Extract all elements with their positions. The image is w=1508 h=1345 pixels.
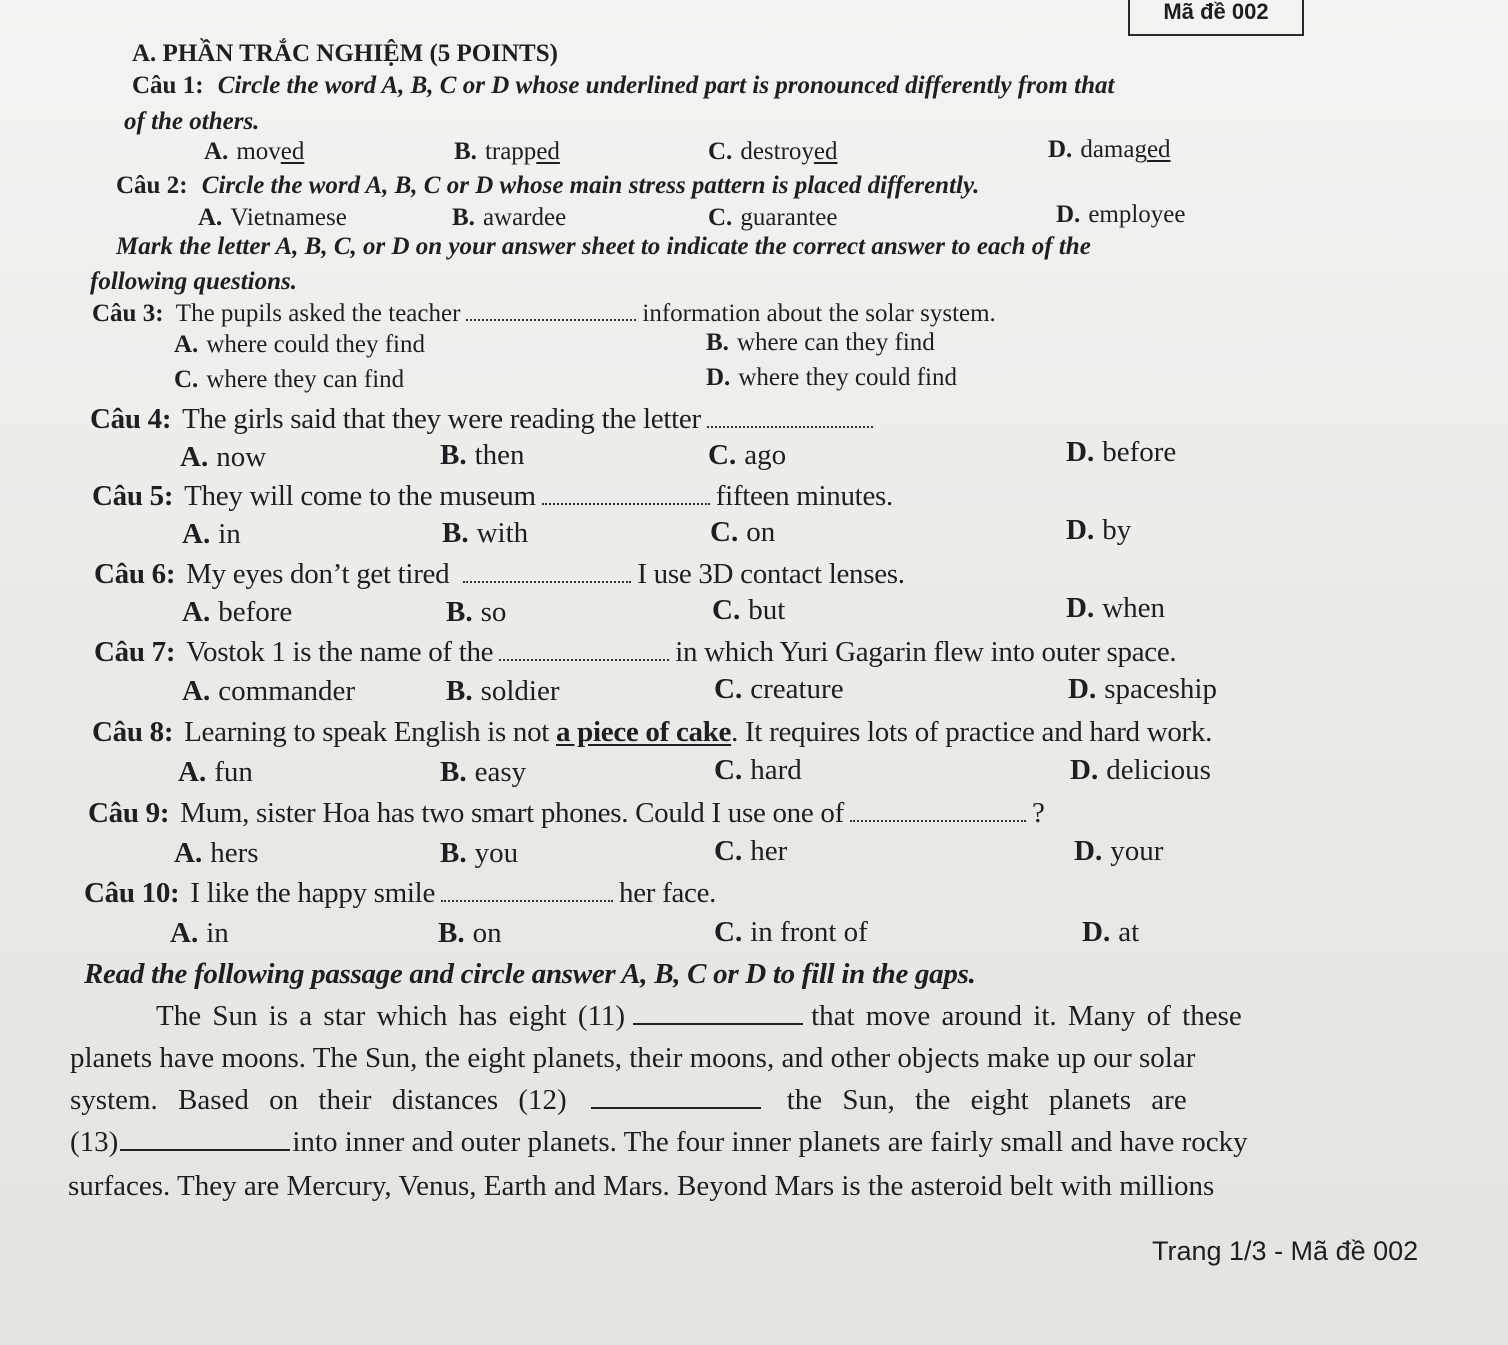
q7-option-d[interactable] [1068, 673, 1217, 706]
option-letter: A. [182, 518, 211, 550]
option-text: before [218, 596, 293, 628]
option-letter: D. [1056, 201, 1081, 228]
option-text: where they could find [738, 364, 957, 391]
q3-label: Câu 3: [92, 300, 164, 327]
option-text: soldier [480, 675, 560, 707]
option-letter: B. [440, 756, 467, 788]
option-text: now [216, 441, 267, 473]
reading-instruction: Read the following passage and circle answer A, B, C or D to fill in the gaps. [84, 958, 976, 990]
q4-stem [90, 403, 879, 436]
option-text: hers [210, 837, 259, 869]
q2-prompt [116, 172, 979, 200]
gap-11[interactable] [633, 1022, 803, 1025]
option-letter: B. [706, 329, 729, 356]
q10-option-b[interactable] [438, 917, 502, 950]
option-text: your [1110, 835, 1164, 867]
option-letter: B. [454, 138, 477, 165]
option-letter: C. [708, 439, 737, 471]
q8-option-d[interactable] [1070, 754, 1211, 787]
option-letter: A. [180, 441, 209, 473]
option-text: on [746, 516, 776, 548]
option-text: fun [214, 756, 253, 788]
q2-option-b[interactable] [452, 204, 566, 232]
q7-before: Vostok 1 is the name of the [186, 636, 494, 668]
q8-stem [92, 716, 1212, 749]
q5-after: fifteen minutes. [715, 480, 893, 512]
q10-blank[interactable] [441, 899, 613, 902]
option-letter: B. [452, 204, 475, 231]
q3-option-a[interactable] [174, 331, 425, 359]
option-text: awardee [482, 204, 567, 231]
option-letter: D. [1068, 673, 1097, 705]
option-letter: D. [1082, 916, 1111, 948]
option-letter: D. [1070, 754, 1099, 786]
q9-blank[interactable] [850, 819, 1026, 822]
q7-option-a[interactable] [182, 675, 355, 708]
option-letter: B. [446, 596, 473, 628]
q3-before: The pupils asked the teacher [175, 300, 461, 327]
passage-text: (13) [70, 1126, 119, 1158]
option-stem: destroy [740, 138, 814, 165]
option-text: before [1102, 436, 1177, 468]
q1-option-a[interactable] [204, 138, 304, 166]
option-text: where they can find [206, 366, 405, 393]
q2-text: Circle the word A, B, C or D whose main stress pattern is placed differently. [201, 172, 980, 199]
q10-option-c[interactable] [714, 916, 868, 949]
q2-option-a[interactable] [198, 204, 347, 232]
q8-label: Câu 8: [92, 716, 174, 748]
q3-stem [92, 300, 996, 328]
passage-line-5: surfaces. They are Mercury, Venus, Earth and Mars. Beyond Mars is the asteroid belt with millions [68, 1170, 1215, 1202]
option-text: in [206, 917, 229, 949]
q1-option-d[interactable] [1048, 136, 1171, 164]
option-underlined: ed [813, 138, 838, 165]
q8-option-a[interactable] [178, 756, 253, 789]
option-text: employee [1088, 201, 1186, 228]
q7-option-c[interactable] [714, 673, 844, 706]
q9-option-a[interactable] [174, 837, 259, 870]
option-letter: D. [1066, 514, 1095, 546]
q5-option-c[interactable] [710, 516, 775, 549]
option-letter: C. [710, 516, 739, 548]
q8-idiom: a piece of cake [556, 716, 732, 748]
gap-12[interactable] [591, 1106, 761, 1109]
passage-text: into inner and outer planets. The four inner planets are fairly small and have rocky [292, 1126, 1248, 1158]
q5-stem [92, 480, 893, 513]
option-letter: A. [198, 204, 223, 231]
q6-label: Câu 6: [94, 558, 176, 590]
option-letter: A. [182, 596, 211, 628]
q4-option-d[interactable] [1066, 436, 1176, 469]
option-letter: D. [1048, 136, 1073, 163]
q5-label: Câu 5: [92, 480, 174, 512]
q7-after: in which Yuri Gagarin flew into outer space. [675, 636, 1177, 668]
option-letter: A. [178, 756, 207, 788]
exam-code: Mã đề 002 [1163, 0, 1269, 24]
option-text: Vietnamese [230, 204, 347, 231]
q9-option-c[interactable] [714, 835, 787, 868]
passage-text: that move around it. Many of these [811, 1000, 1242, 1032]
q8-option-c[interactable] [714, 754, 802, 787]
q9-label: Câu 9: [88, 797, 170, 829]
q2-option-d[interactable] [1056, 201, 1186, 229]
q5-before: They will come to the museum [184, 480, 536, 512]
q10-stem [84, 877, 716, 910]
q2-label: Câu 2: [116, 172, 188, 199]
q9-before: Mum, sister Hoa has two smart phones. Could I use one of [180, 797, 844, 829]
q3-option-c[interactable] [174, 366, 404, 394]
q6-before: My eyes don’t get tired [186, 558, 450, 590]
gap-13[interactable] [120, 1148, 290, 1151]
option-underlined: ed [280, 138, 305, 165]
option-text: delicious [1106, 754, 1211, 786]
option-text: where could they find [206, 331, 425, 358]
q1-option-c[interactable] [708, 138, 838, 166]
q5-option-b[interactable] [442, 517, 528, 550]
q3-option-d[interactable] [706, 364, 957, 392]
passage-text: the Sun, the eight planets are [786, 1084, 1187, 1116]
q8-before: Learning to speak English is not [184, 716, 550, 748]
option-stem: trapp [484, 138, 537, 165]
option-letter: D. [1066, 436, 1095, 468]
q3-option-b[interactable] [706, 329, 935, 357]
q7-stem [94, 636, 1176, 669]
option-letter: C. [714, 673, 743, 705]
option-stem: damag [1080, 136, 1147, 163]
option-letter: A. [174, 837, 203, 869]
q3-blank[interactable] [466, 318, 636, 321]
passage-line-1 [156, 1000, 1242, 1033]
q9-stem [88, 797, 1045, 830]
q5-option-a[interactable] [182, 518, 241, 551]
q6-blank[interactable] [463, 580, 631, 583]
q7-label: Câu 7: [94, 636, 176, 668]
passage-line-2: planets have moons. The Sun, the eight planets, their moons, and other objects make up our solar [70, 1042, 1196, 1074]
option-letter: D. [706, 364, 731, 391]
option-underlined: ed [1146, 136, 1171, 163]
q6-option-a[interactable] [182, 596, 292, 629]
option-letter: B. [440, 439, 467, 471]
q6-after: I use 3D contact lenses. [637, 558, 905, 590]
option-text: spaceship [1104, 673, 1217, 705]
q2-option-c[interactable] [708, 204, 837, 232]
q6-stem [94, 558, 905, 591]
option-underlined: ed [536, 138, 560, 165]
option-letter: D. [1074, 835, 1103, 867]
option-text: where can they find [736, 329, 935, 356]
option-letter: B. [438, 917, 465, 949]
q5-option-d[interactable] [1066, 514, 1131, 547]
option-text: when [1102, 592, 1166, 624]
passage-line-4 [70, 1126, 1248, 1159]
option-letter: A. [182, 675, 211, 707]
q7-option-b[interactable] [446, 675, 560, 708]
q7-blank[interactable] [499, 658, 669, 661]
q4-before: The girls said that they were reading the letter [182, 403, 701, 435]
option-letter: C. [714, 916, 743, 948]
option-letter: C. [714, 754, 743, 786]
passage-text: The Sun is a star which has eight (11) [156, 1000, 626, 1032]
option-text: ago [744, 439, 787, 471]
mark-instruction-line1: Mark the letter A, B, C, or D on your answer sheet to indicate the correct answer to each of the [116, 233, 1091, 260]
option-text: at [1118, 916, 1140, 948]
section-a-title: A. PHẦN TRẮC NGHIỆM (5 POINTS) [132, 40, 558, 67]
option-letter: B. [442, 517, 469, 549]
q1-prompt [132, 72, 1114, 100]
q9-option-d[interactable] [1074, 835, 1163, 868]
option-text: by [1102, 514, 1132, 546]
option-letter: C. [708, 138, 733, 165]
q4-option-c[interactable] [708, 439, 786, 472]
option-text: on [472, 917, 502, 949]
option-stem: mov [236, 138, 281, 165]
option-text: with [476, 517, 529, 549]
page-footer: Trang 1/3 - Mã đề 002 [1152, 1236, 1419, 1266]
q4-blank[interactable] [707, 425, 873, 428]
option-letter: A. [174, 331, 199, 358]
option-text: then [474, 439, 525, 471]
option-letter: C. [708, 204, 733, 231]
q4-option-a[interactable] [180, 441, 266, 474]
option-letter: D. [1066, 592, 1095, 624]
q10-option-d[interactable] [1082, 916, 1139, 949]
q1-option-b[interactable] [454, 138, 560, 166]
option-text: creature [750, 673, 844, 705]
option-letter: C. [714, 835, 743, 867]
q1-text-line1: Circle the word A, B, C or D whose underlined part is pronounced differently from that [217, 72, 1115, 99]
q4-option-b[interactable] [440, 439, 525, 472]
option-text: guarantee [740, 204, 838, 231]
option-text: easy [474, 756, 527, 788]
q6-option-c[interactable] [712, 594, 785, 627]
q8-after: . It requires lots of practice and hard work. [731, 716, 1213, 748]
q1-label: Câu 1: [132, 72, 204, 99]
option-letter: C. [712, 594, 741, 626]
q10-label: Câu 10: [84, 877, 180, 909]
option-text: in front of [750, 916, 868, 948]
q3-after: information about the solar system. [642, 300, 996, 327]
passage-line-3 [70, 1084, 1187, 1117]
option-text: you [474, 837, 519, 869]
q10-after: her face. [619, 877, 717, 909]
q6-option-d[interactable] [1066, 592, 1165, 625]
option-letter: C. [174, 366, 199, 393]
q8-option-b[interactable] [440, 756, 526, 789]
option-text: hard [750, 754, 802, 786]
option-text: in [218, 518, 241, 550]
q5-blank[interactable] [542, 502, 710, 505]
q6-option-b[interactable] [446, 596, 506, 629]
passage-text: system. Based on their distances (12) [70, 1084, 567, 1116]
q10-before: I like the happy smile [190, 877, 436, 909]
option-text: commander [218, 675, 356, 707]
mark-instruction-line2: following questions. [90, 268, 297, 295]
option-letter: B. [446, 675, 473, 707]
q4-label: Câu 4: [90, 403, 172, 435]
exam-code-box [1128, 0, 1304, 36]
option-letter: A. [204, 138, 229, 165]
option-letter: B. [440, 837, 467, 869]
option-text: her [750, 835, 788, 867]
option-letter: A. [170, 917, 199, 949]
q10-option-a[interactable] [170, 917, 229, 950]
q9-option-b[interactable] [440, 837, 518, 870]
q9-after: ? [1031, 797, 1045, 829]
q1-text-line2: of the others. [124, 108, 260, 135]
option-text: so [480, 596, 507, 628]
option-text: but [748, 594, 786, 626]
